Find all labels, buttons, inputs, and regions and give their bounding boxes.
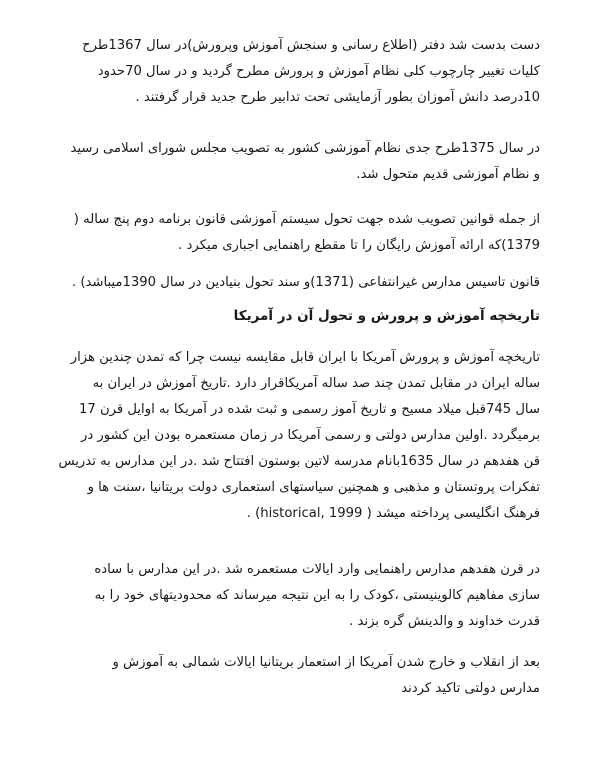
text-line: تفکرات پروتستان و مذهبی و همچنین سیاستهای استعماری دولت بریتانیا ،سنت ها و [87, 480, 540, 495]
paragraph-post-revolution-public-schools [62, 650, 540, 702]
text-line: قانون تاسیس مدارس غیرانتفاعی (1371)و سند تحول بنیادین در سال 1390میباشد) . [71, 275, 540, 290]
text-line: ساله ایران در مقابل تمدن چند صد ساله آمریکاقرار دارد .تاریخ آموزش در ایران به [92, 376, 540, 391]
text-line: از جمله قوانین تصویب شده جهت تحول سیستم آموزشی قانون برنامه دوم پنج ساله ( [73, 212, 540, 227]
text-line: فرهنگ انگلیسی پرداخته میشد ( historical, 1999) . [246, 506, 540, 521]
text-line: 10درصد دانش آموزان بطور آزمایشی تحت تدابیر طرح جدید قرار گرفتند . [135, 90, 540, 105]
section-heading-us-education-history: تاریخچه آموزش و پرورش و تحول آن در آمریکا [233, 308, 540, 324]
paragraph-us-education-history [58, 345, 540, 527]
text-line: قن هفدهم در سال 1635بانام مدرسه لاتین بوستون افتتاح شد .در این مدارس به تدریس [58, 454, 540, 469]
paragraph-second-five-year-plan [62, 207, 540, 259]
text-line: برمیگردد .اولین مدارس دولتی و رسمی آمریکا در زمان مستعمره بودن این کشور در [80, 428, 540, 443]
paragraph-new-system-1375 [62, 136, 540, 188]
text-line: 1379)که ارائه آموزش رایگان را تا مقطع راهنمایی اجباری میکرد . [178, 238, 540, 253]
text-line: مدارس دولتی تاکید کردند [401, 681, 540, 696]
text-line: بعد از انقلاب و خارج شدن آمریکا از استعمار بریتانیا ایالات شمالی به آموزش و [112, 655, 540, 670]
text-line: تاریخچه آموزش و پرورش آمریکا با ایران قابل مقایسه نیست چرا که تمدن چندین هزار [70, 350, 540, 365]
text-line: سال 745قبل میلاد مسیح و تاریخ آموز رسمی و ثبت شده در آمریکا به اوایل قرن 17 [78, 402, 540, 417]
paragraph-education-reform-1367 [62, 33, 540, 111]
paragraph-guidance-schools-17th-century [62, 557, 540, 635]
text-line: کلیات تغییر چارچوب کلی نظام آموزش و پرورش مطرح گردید و در سال 70حدود [97, 64, 540, 79]
paragraph-non-profit-schools-law [62, 270, 540, 296]
text-line: در قرن هفدهم مدارس راهنمایی وارد ایالات مستعمره شد .در این مدارس با ساده [94, 562, 540, 577]
text-line: در سال 1375طرح جدی نظام آموزشی کشور به تصویب مجلس شورای اسلامی رسید [70, 141, 540, 156]
text-line: قدرت خداوند و والدینش گره بزند . [349, 614, 540, 629]
text-line: سازی مفاهیم کالوینیستی ،کودک را به این نتیجه میرساند که محدودیتهای خود را به [94, 588, 540, 603]
text-line: و نظام آموزشی قدیم متحول شد. [356, 167, 540, 182]
text-line: دست بدست شد دفتر (اطلاع رسانی و سنجش آموزش وپرورش)در سال 1367طرح [82, 38, 540, 53]
